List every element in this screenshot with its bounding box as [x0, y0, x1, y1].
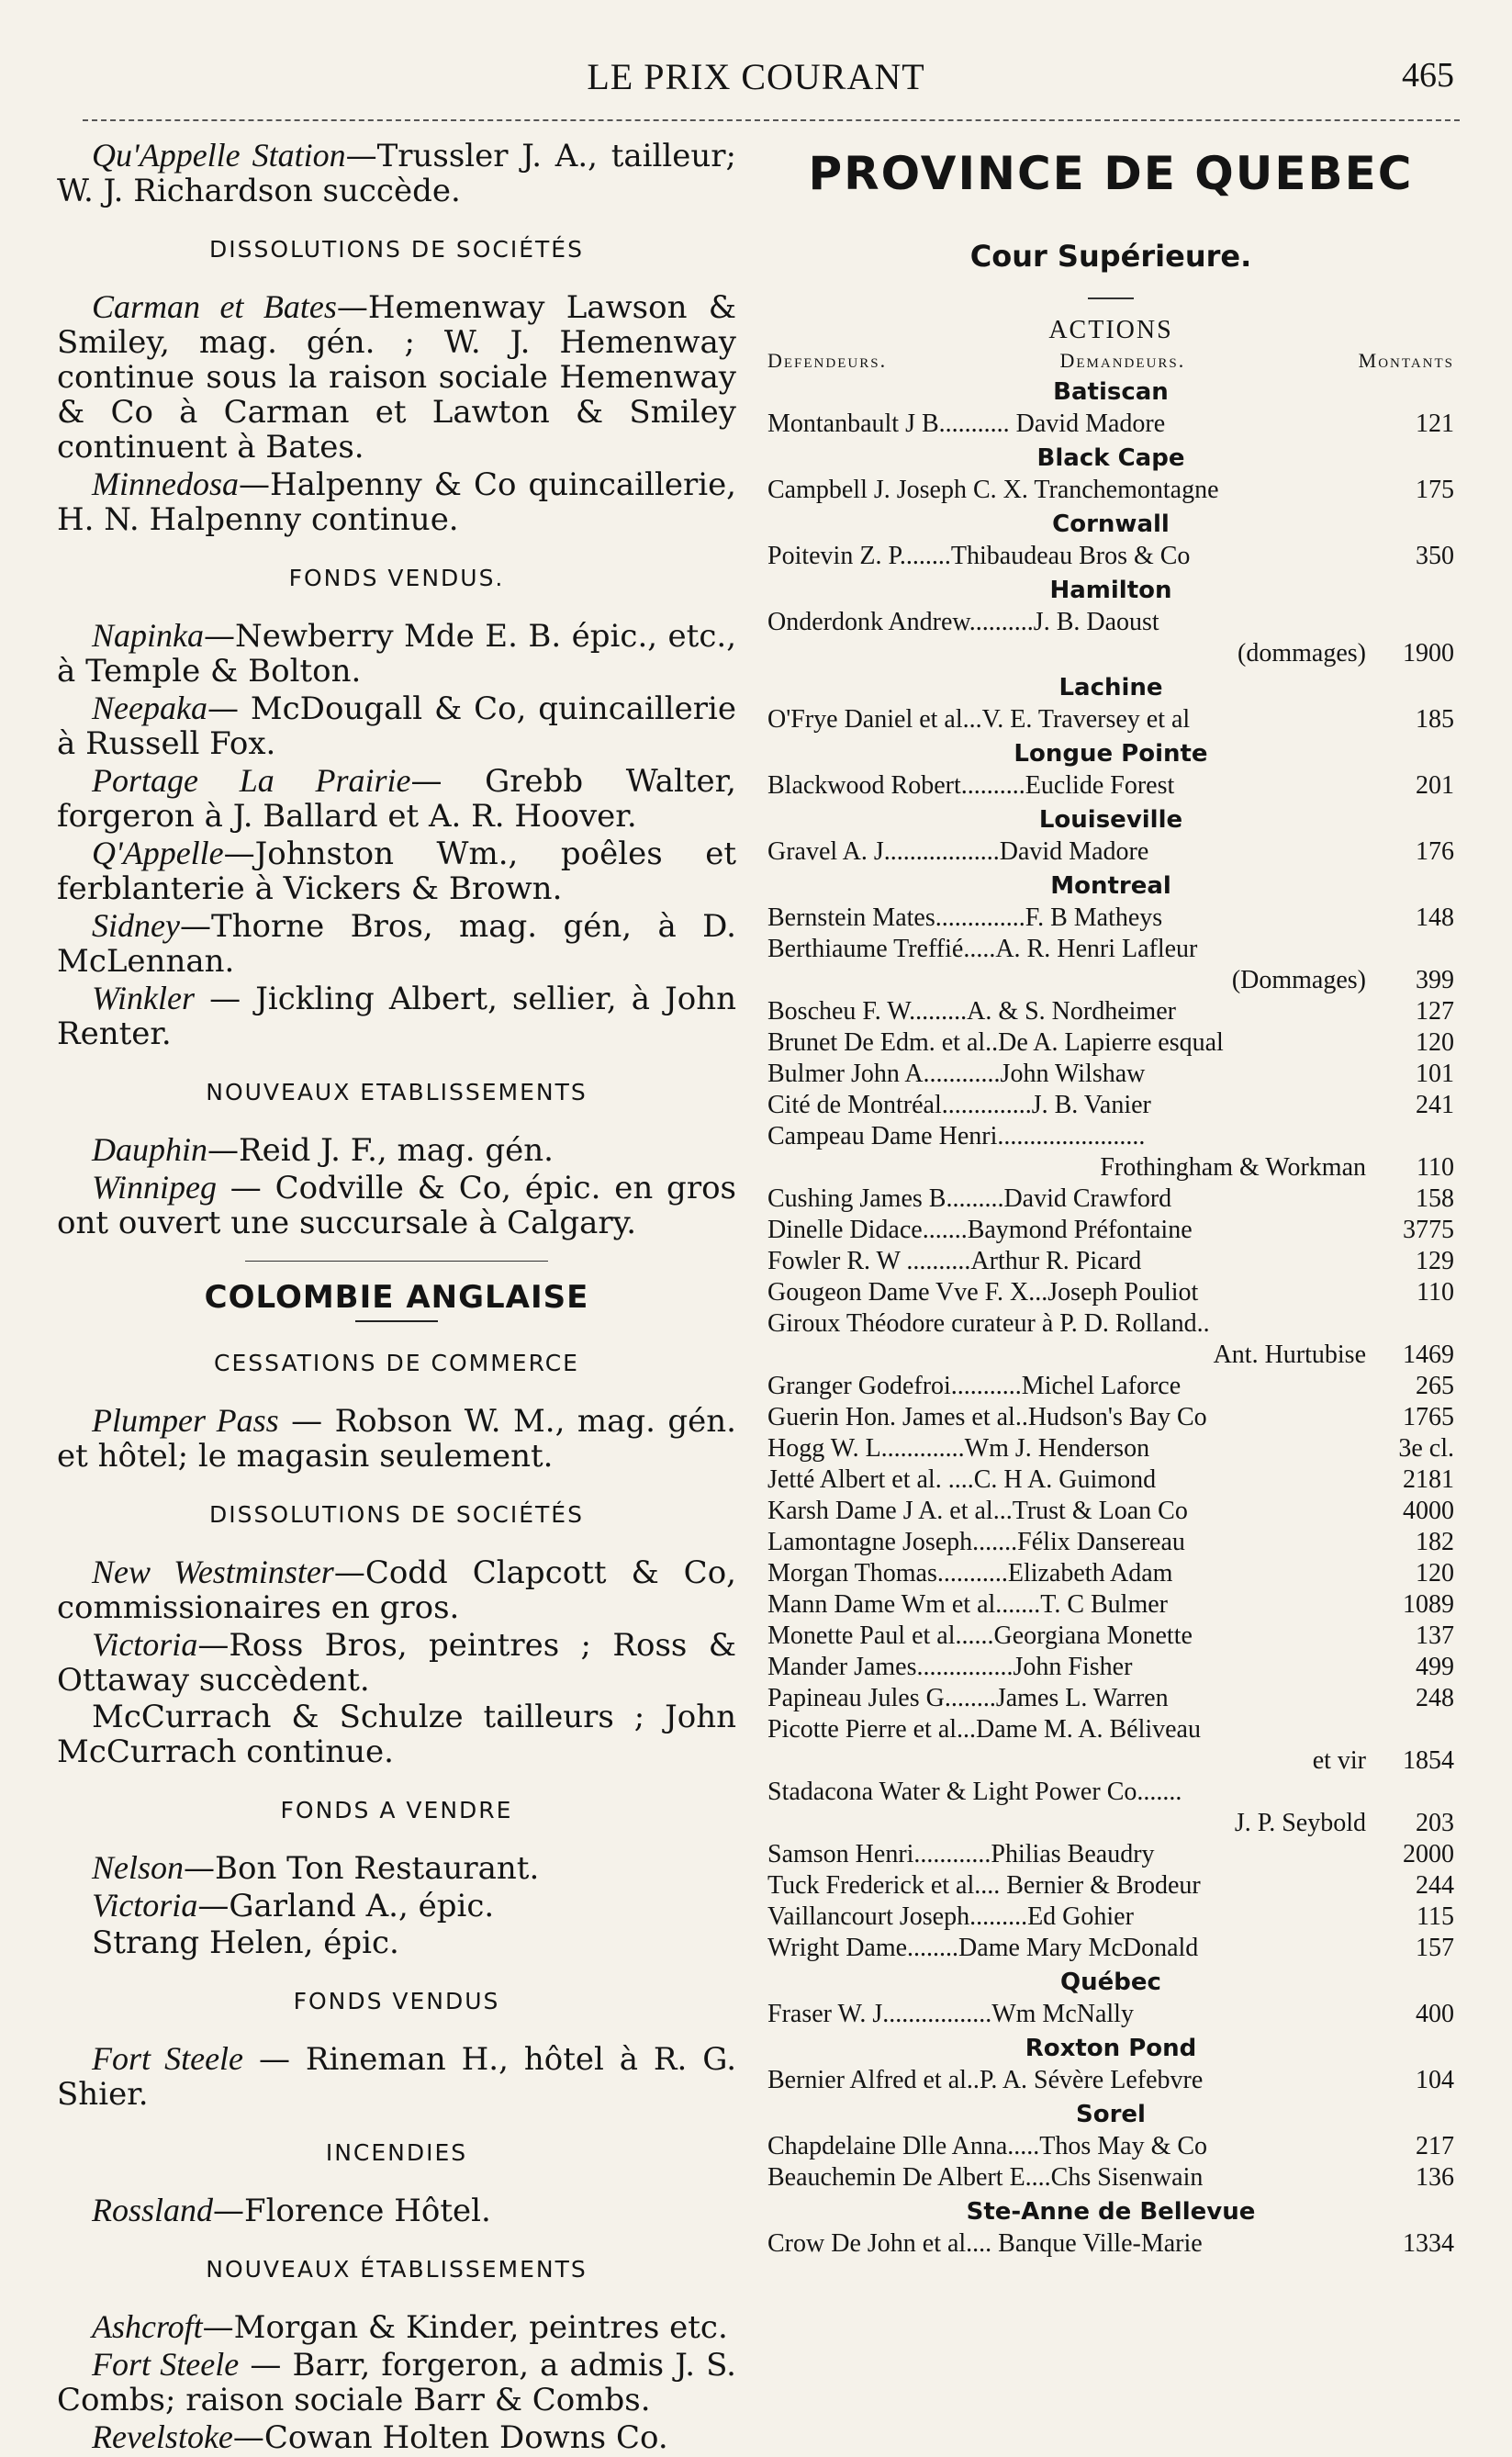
action-row — [767, 1434, 1454, 1464]
place-heading: Cornwall — [1052, 510, 1170, 538]
entry-place: Fort Steele — [92, 2040, 244, 2077]
action-parties: Beauchemin De Albert E....Chs Sisenwain — [767, 2163, 1204, 2192]
action-amount: 136 — [1416, 2163, 1454, 2192]
action-amount — [1372, 1715, 1454, 1745]
place-heading: Black Cape — [1036, 444, 1185, 472]
action-row — [767, 1715, 1454, 1745]
action-amount: 104 — [1416, 2066, 1454, 2094]
right-column — [767, 138, 1454, 2259]
province-title: PROVINCE DE QUEBEC — [808, 147, 1414, 200]
entry — [57, 289, 736, 465]
action-amount: 1854 — [1403, 1746, 1454, 1775]
section-heading: COLOMBIE ANGLAISE — [204, 1279, 589, 1316]
action-parties: Cushing James B.........David Crawford — [767, 1184, 1172, 1213]
entry-text: McCurrach & Schulze tailleurs ; John McCurrach continue. — [57, 1699, 736, 1770]
action-parties: Papineau Jules G........James L. Warren — [767, 1684, 1169, 1712]
action-amount: 241 — [1416, 1091, 1454, 1119]
action-amount: 120 — [1416, 1028, 1454, 1057]
action-parties: Wright Dame........Dame Mary McDonald — [767, 1934, 1199, 1962]
page-number: 465 — [1402, 56, 1454, 95]
action-parties: Fraser W. J.................Wm McNally — [767, 2000, 1134, 2028]
entry — [57, 2419, 736, 2455]
entry-text: —Newberry Mde E. B. épic., etc., à Temple & Bolton. — [57, 618, 736, 690]
action-row — [767, 542, 1454, 571]
action-amount: 158 — [1416, 1184, 1454, 1213]
action-row — [767, 639, 1454, 668]
action-parties: Cité de Montréal..............J. B. Vanier — [767, 1091, 1151, 1119]
entry — [57, 690, 736, 761]
entry — [57, 1403, 736, 1474]
entry-text: —Garland A., épic. — [197, 1888, 495, 1924]
action-row — [767, 1653, 1454, 1682]
entry-text: —Morgan & Kinder, peintres etc. — [202, 2309, 728, 2346]
action-row — [767, 476, 1454, 505]
action-parties: Brunet De Edm. et al..De A. Lapierre esqual — [767, 1028, 1224, 1057]
action-parties: Bernier Alfred et al..P. A. Sévère Lefebvre — [767, 2066, 1204, 2094]
action-amount: 399 — [1416, 966, 1454, 994]
action-row — [767, 1372, 1454, 1401]
action-row — [767, 1122, 1454, 1151]
section-heading: DISSOLUTIONS DE SOCIÉTÉS — [209, 1501, 584, 1528]
entry — [57, 908, 736, 979]
action-parties: Boscheu F. W.........A. & S. Nordheimer — [767, 997, 1176, 1026]
section-heading: INCENDIES — [325, 2139, 468, 2166]
entry-text: — Barr, forgeron, a admis J. S. Combs; raison sociale Barr & Combs. — [57, 2347, 736, 2418]
entry-text: —Trussler J. A., tailleur; W. J. Richardson succède. — [57, 138, 736, 209]
action-parties: Monette Paul et al......Georgiana Monette — [767, 1621, 1193, 1650]
entry — [57, 138, 736, 208]
action-amount: 3e cl. — [1398, 1434, 1454, 1463]
action-amount: 129 — [1416, 1247, 1454, 1275]
section-heading: DISSOLUTIONS DE SOCIÉTÉS — [209, 236, 584, 263]
action-amount: 1469 — [1403, 1341, 1454, 1369]
action-amount: 400 — [1416, 2000, 1454, 2028]
entry — [57, 466, 736, 537]
entry-text: — McDougall & Co, quincaillerie à Russell Fox. — [57, 690, 736, 762]
entry-text: —Cowan Holten Downs Co. — [232, 2419, 668, 2456]
action-amount: 217 — [1416, 2132, 1454, 2160]
place-heading: Québec — [1060, 1969, 1161, 1996]
action-row — [767, 1934, 1454, 1963]
action-parties: Onderdonk Andrew..........J. B. Daoust — [767, 608, 1159, 636]
action-row — [767, 771, 1454, 801]
place-heading: Sorel — [1076, 2101, 1146, 2128]
action-parties: Tuck Frederick et al.... Bernier & Brodeur — [767, 1871, 1201, 1900]
entry-place: Napinka — [92, 617, 204, 654]
action-amount: 2000 — [1403, 1840, 1454, 1868]
entry-place: Fort Steele — [92, 2346, 240, 2383]
action-parties: Blackwood Robert..........Euclide Forest — [767, 771, 1175, 800]
action-parties: Montanbault J B........... David Madore — [767, 410, 1166, 438]
entry-place: Ashcroft — [92, 2308, 203, 2345]
entry-text: —Reid J. F., mag. gén. — [207, 1132, 554, 1169]
action-amount: 101 — [1416, 1060, 1454, 1088]
action-amount: 110 — [1417, 1278, 1454, 1307]
entry-text: —Ross Bros, peintres ; Ross & Ottaway succèdent. — [57, 1627, 736, 1699]
entry-place: Qu'Appelle Station — [92, 137, 346, 174]
action-parties: Campeau Dame Henri....................... — [767, 1122, 1146, 1150]
action-row — [767, 705, 1454, 735]
action-amount: 121 — [1416, 410, 1454, 438]
entry-text: — Grebb Walter, forgeron à J. Ballard et A. R. Hoover. — [57, 763, 736, 835]
entry — [57, 836, 736, 906]
action-parties: Vaillancourt Joseph.........Ed Gohier — [767, 1902, 1134, 1931]
action-row — [767, 1809, 1454, 1838]
action-parties: Samson Henri............Philias Beaudry — [767, 1840, 1155, 1868]
divider — [1088, 297, 1134, 299]
action-amount: 350 — [1416, 542, 1454, 570]
entry-place: Victoria — [92, 1887, 198, 1924]
action-amount — [1372, 1122, 1454, 1151]
actions-heading: ACTIONS — [1048, 316, 1173, 344]
action-amount: 265 — [1416, 1372, 1454, 1400]
action-amount: 182 — [1416, 1528, 1454, 1556]
action-parties: Mander James...............John Fisher — [767, 1653, 1133, 1681]
entry — [57, 1925, 736, 1960]
action-row — [767, 1278, 1454, 1307]
action-parties: Dinelle Didace.......Baymond Préfontaine — [767, 1216, 1193, 1244]
entry — [57, 1627, 736, 1698]
action-parties: Crow De John et al.... Banque Ville-Marie — [767, 2229, 1203, 2258]
action-amount: 120 — [1416, 1559, 1454, 1588]
entry-place: New Westminster — [92, 1554, 334, 1590]
action-row — [767, 1247, 1454, 1276]
action-amount: 148 — [1416, 903, 1454, 932]
action-parties: Hogg W. L.............Wm J. Henderson — [767, 1434, 1150, 1463]
action-parties: et vir — [1312, 1746, 1366, 1775]
action-parties: O'Frye Daniel et al...V. E. Traversey et al — [767, 705, 1191, 734]
action-amount: 1765 — [1403, 1403, 1454, 1431]
action-row — [767, 2132, 1454, 2161]
entry-place: Q'Appelle — [92, 835, 224, 871]
action-row — [767, 1028, 1454, 1058]
action-parties: Giroux Théodore curateur à P. D. Rolland.. — [767, 1309, 1210, 1338]
section-heading: FONDS VENDUS — [293, 1988, 500, 2014]
action-parties: Campbell J. Joseph C. X. Tranchemontagne — [767, 476, 1219, 504]
divider — [355, 1320, 438, 1322]
entry-place: Nelson — [92, 1849, 185, 1886]
action-row — [767, 1497, 1454, 1526]
entry-place: Sidney — [92, 907, 180, 944]
entry — [57, 1554, 736, 1625]
entry-text: —Florence Hôtel. — [213, 2193, 491, 2229]
entry-place: Minnedosa — [92, 466, 239, 502]
entry-place: Dauphin — [92, 1131, 207, 1168]
action-parties: Picotte Pierre et al...Dame M. A. Béliveau — [767, 1715, 1201, 1744]
entry-place: Winnipeg — [92, 1169, 217, 1206]
action-parties: Ant. Hurtubise — [1213, 1341, 1366, 1369]
place-heading: Longue Pointe — [1014, 740, 1208, 768]
place-heading: Batiscan — [1053, 378, 1169, 406]
action-parties: J. P. Seybold — [1234, 1809, 1366, 1837]
action-amount — [1372, 608, 1454, 637]
action-amount: 137 — [1416, 1621, 1454, 1650]
action-row — [767, 903, 1454, 933]
action-parties: Mann Dame Wm et al.......T. C Bulmer — [767, 1590, 1168, 1619]
action-row — [767, 2163, 1454, 2193]
action-row — [767, 1902, 1454, 1932]
action-row — [767, 1465, 1454, 1495]
running-title: LE PRIX COURANT — [587, 56, 925, 97]
action-amount: 127 — [1416, 997, 1454, 1026]
entry-text: — Codville & Co, épic. en gros ont ouvert une succursale à Calgary. — [57, 1170, 736, 1241]
action-amount: 1334 — [1403, 2229, 1454, 2258]
action-row — [767, 1060, 1454, 1089]
action-row — [767, 837, 1454, 867]
entry — [57, 2193, 736, 2228]
action-amount: 248 — [1416, 1684, 1454, 1712]
page-header — [0, 55, 1512, 110]
action-parties: Gravel A. J..................David Madore — [767, 837, 1149, 866]
action-amount: 1900 — [1403, 639, 1454, 668]
entry — [57, 1700, 736, 1769]
action-amount: 499 — [1416, 1653, 1454, 1681]
action-amount: 201 — [1416, 771, 1454, 800]
action-parties: Poitevin Z. P........Thibaudeau Bros & Co — [767, 542, 1191, 570]
action-row — [767, 1184, 1454, 1214]
header-rule — [83, 119, 1460, 121]
entry-text: —Johnston Wm., poêles et ferblanterie à Vickers & Brown. — [57, 836, 736, 907]
entry-place: Carman et Bates — [92, 288, 337, 325]
action-row — [767, 2229, 1454, 2259]
action-parties: Morgan Thomas...........Elizabeth Adam — [767, 1559, 1173, 1588]
action-amount: 2181 — [1403, 1465, 1454, 1494]
action-parties: (dommages) — [1238, 639, 1366, 668]
action-amount: 110 — [1417, 1153, 1454, 1182]
action-amount — [1372, 1778, 1454, 1807]
entry — [57, 618, 736, 689]
action-parties: (Dommages) — [1231, 966, 1366, 994]
action-row — [767, 1559, 1454, 1588]
action-row — [767, 1840, 1454, 1869]
action-row — [767, 608, 1454, 637]
action-parties: Karsh Dame J A. et al...Trust & Loan Co — [767, 1497, 1188, 1525]
place-heading: Hamilton — [1049, 577, 1172, 604]
action-amount — [1372, 1309, 1454, 1339]
section-heading: CESSATIONS DE COMMERCE — [214, 1350, 579, 1376]
left-column — [57, 138, 736, 2457]
action-amount: 244 — [1416, 1871, 1454, 1900]
action-parties: Stadacona Water & Light Power Co....... — [767, 1778, 1182, 1806]
action-row — [767, 1216, 1454, 1245]
entry-text: — Rineman H., hôtel à R. G. Shier. — [57, 2041, 736, 2113]
action-amount: 1089 — [1403, 1590, 1454, 1619]
action-row — [767, 1341, 1454, 1370]
action-parties: Chapdelaine Dlle Anna.....Thos May & Co — [767, 2132, 1208, 2160]
action-row — [767, 1590, 1454, 1620]
entry-text: —Hemenway Lawson & Smiley, mag. gén. ; W. J. Hemenway continue sous la raison sociale Hemenway & Co à Carman et Lawton & Smiley continuent à Bates. — [57, 289, 736, 466]
section-heading: FONDS VENDUS. — [288, 565, 505, 591]
action-row — [767, 2000, 1454, 2029]
action-parties: Berthiaume Treffié.....A. R. Henri Lafleur — [767, 935, 1198, 963]
place-heading: Lachine — [1058, 674, 1163, 701]
action-row — [767, 1684, 1454, 1713]
action-parties: Frothingham & Workman — [1100, 1153, 1366, 1182]
entry-place: Plumper Pass — [92, 1402, 279, 1439]
action-row — [767, 1309, 1454, 1339]
entry-place: Revelstoke — [92, 2418, 233, 2455]
section-heading: NOUVEAUX ETABLISSEMENTS — [206, 1079, 588, 1105]
entry-text: — Robson W. M., mag. gén. et hôtel; le magasin seulement. — [57, 1403, 736, 1475]
action-row — [767, 1871, 1454, 1901]
entry — [57, 1170, 736, 1240]
action-parties: Lamontagne Joseph.......Félix Dansereau — [767, 1528, 1185, 1556]
header-demandeurs: Demandeurs. — [1059, 349, 1186, 372]
action-amount: 203 — [1416, 1809, 1454, 1837]
entry-place: Portage La Prairie — [92, 762, 411, 799]
action-row — [767, 1746, 1454, 1776]
entry-text: — Jickling Albert, sellier, à John Renter. — [57, 981, 736, 1052]
action-amount: 115 — [1417, 1902, 1454, 1931]
place-heading: Louiseville — [1038, 806, 1183, 834]
entry — [57, 2309, 736, 2345]
action-parties: Granger Godefroi...........Michel Laforce — [767, 1372, 1182, 1400]
action-parties: Guerin Hon. James et al..Hudson's Bay Co — [767, 1403, 1207, 1431]
action-row — [767, 1528, 1454, 1557]
action-row — [767, 1153, 1454, 1183]
action-amount: 3775 — [1403, 1216, 1454, 1244]
entry-text: —Thorne Bros, mag. gén, à D. McLennan. — [57, 908, 736, 980]
action-row — [767, 1621, 1454, 1651]
header-defendeurs: Defendeurs. — [767, 349, 888, 372]
place-heading: Roxton Pond — [1025, 2035, 1197, 2062]
action-parties: Bulmer John A............John Wilshaw — [767, 1060, 1146, 1088]
action-row — [767, 2066, 1454, 2095]
action-amount: 176 — [1416, 837, 1454, 866]
action-amount: 185 — [1416, 705, 1454, 734]
place-heading: Ste-Anne de Bellevue — [966, 2198, 1256, 2226]
section-heading: NOUVEAUX ÉTABLISSEMENTS — [206, 2256, 588, 2283]
entry — [57, 763, 736, 834]
entry-place: Victoria — [92, 1626, 198, 1663]
action-amount: 175 — [1416, 476, 1454, 504]
entry-place: Winkler — [92, 980, 195, 1016]
entry-text: Strang Helen, épic. — [92, 1924, 399, 1961]
entry — [57, 981, 736, 1051]
action-row — [767, 1091, 1454, 1120]
entry-text: —Bon Ton Restaurant. — [184, 1850, 540, 1887]
action-amount: 157 — [1416, 1934, 1454, 1962]
entry — [57, 2041, 736, 2112]
action-row — [767, 997, 1454, 1027]
action-parties: Fowler R. W ..........Arthur R. Picard — [767, 1247, 1142, 1275]
entry-text: —Codd Clapcott & Co, commissionaires en gros. — [57, 1554, 736, 1626]
entry — [57, 2347, 736, 2418]
action-amount: 4000 — [1403, 1497, 1454, 1525]
action-row — [767, 1403, 1454, 1432]
place-heading: Montreal — [1050, 872, 1171, 900]
entry-text: —Halpenny & Co quincaillerie, H. N. Halpenny continue. — [57, 466, 736, 538]
action-row — [767, 966, 1454, 995]
entry — [57, 1850, 736, 1886]
entry — [57, 1132, 736, 1168]
court-subtitle: Cour Supérieure. — [969, 239, 1252, 274]
action-parties: Gougeon Dame Vve F. X...Joseph Pouliot — [767, 1278, 1199, 1307]
entry-place: Rossland — [92, 2192, 214, 2228]
section-heading: FONDS A VENDRE — [280, 1797, 513, 1823]
header-montants: Montants — [1358, 349, 1454, 372]
action-amount — [1372, 935, 1454, 964]
action-parties: Jetté Albert et al. ....C. H A. Guimond — [767, 1465, 1157, 1494]
action-row — [767, 935, 1454, 964]
action-row — [767, 1778, 1454, 1807]
entry-place: Neepaka — [92, 690, 207, 726]
divider — [245, 1261, 548, 1262]
entry — [57, 1888, 736, 1924]
action-parties: Bernstein Mates..............F. B Matheys — [767, 903, 1163, 932]
column-headers — [767, 349, 1454, 373]
action-row — [767, 410, 1454, 439]
